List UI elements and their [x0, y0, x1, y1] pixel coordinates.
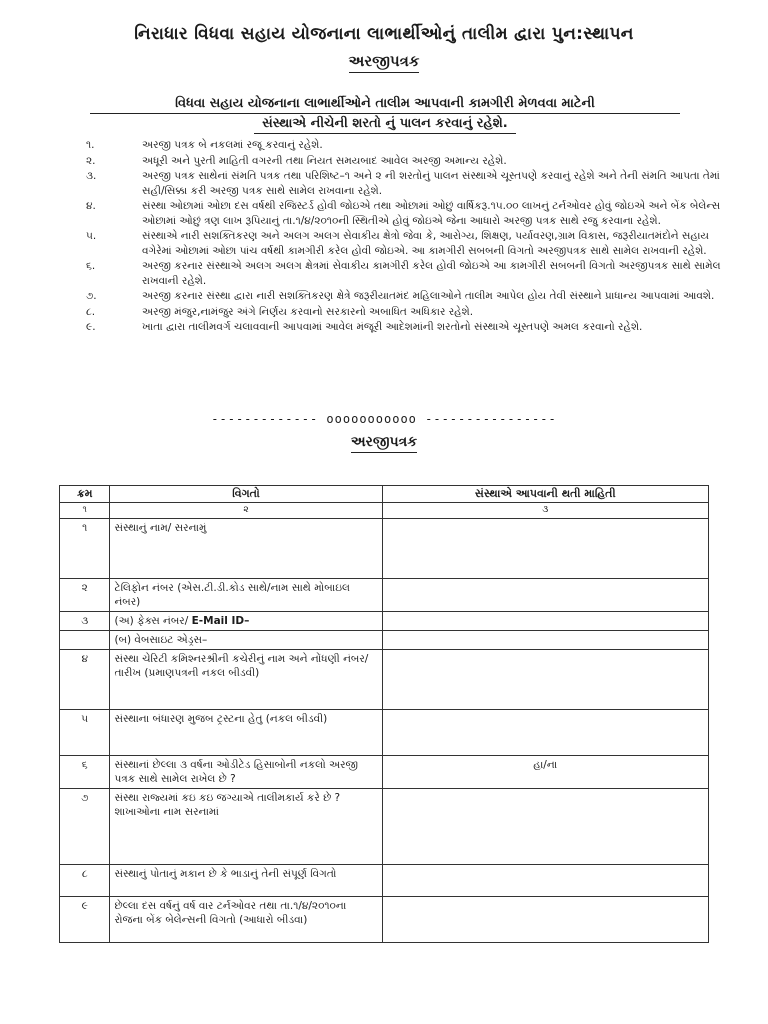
condition-item: ૩. અરજી પત્રક સાથેનાં સંમતિ પત્રક તથા પરિશિષ્ટ–૧ અને ૨ ની શરતોનું પાલન સંસ્થાએ ચૂસ્તપણે કરવાનું રહેશે અને તેની સંમતિ આપતા તેમાં સહી/સિક્કા કરી અરજી પત્રક સાથે સામેલ રાખવાના રહેશે.: [86, 170, 720, 197]
row-detail: (બ) વેબસાઇટ એડ્રસ–: [110, 631, 382, 650]
table-row: ૪ સંસ્થા ચેરિટી કમિશ્નરશ્રીની કચેરીનું નામ અને નોંધણી નંબર/તારીખ (પ્રમાણપત્રની નકલ બીડવી): [60, 650, 709, 710]
condition-item: ૯. ખાતા દ્વારા તાલીમવર્ગ ચલાવવાની આપવામાં આવેલ મંજૂરી આદેશમાંની શરતોનો સંસ્થાએ ચૂસ્તપણે અમલ કરવાનો રહેશે.: [86, 321, 643, 333]
table-row: ૯ છેલ્લા દસ વર્ષનું વર્ષ વાર ટર્નઓવર તથા તા.૧/૪/૨૦૧૦ના રોજના બેંક બેલેન્સની વિગતો (આધારો બીડવા): [60, 897, 709, 943]
condition-item: ૫. સંસ્થાએ નારી સશક્તિકરણ અને અલગ અલગ સેવાકીય ક્ષેત્રો જેવા કે, આરોગ્ય, શિક્ષણ, પર્યાવરણ,ગ્રામ વિકાસ, જરૂરીયાતમંદોને સહાય વગેરેમાં ઓછામાં ઓછા પાંચ વર્ષથી કામગીરી કરેલ હોવી જોઇએ. આ કામગીરી સબબની વિગતો અરજીપત્રક સાથે સામેલ રાખવાની રહેશે.: [86, 230, 710, 257]
condition-item: ૮. અરજી મંજુર,નામંજુર અંગે નિર્ણય કરવાનો સરકારનો અબાધિત અધિકાર રહેશે.: [86, 305, 474, 318]
row-detail: સંસ્થાના બંધારણ મુજબ ટ્રસ્ટના હેતુ (નકલ બીડવી): [110, 710, 382, 756]
row-answer-cell[interactable]: [382, 612, 708, 631]
row-answer-cell[interactable]: [382, 631, 708, 650]
condition-item: ૬. અરજી કરનાર સંસ્થાએ અલગ અલગ ક્ષેત્રમાં સેવાકીય કામગીરી કરેલ હોવી જોઇએ આ કામગીરી સબબની વિગતો અરજીપત્રક સાથે સામેલ રાખવાની રહેશે.: [86, 260, 721, 287]
row-detail: સંસ્થાનું નામ/ સરનામું: [110, 519, 382, 579]
table-row: [60, 631, 709, 650]
application-form-table: [59, 485, 709, 943]
section-separator: ------------- ooooooooooo ----------------: [211, 412, 557, 426]
table-row: ૮ સંસ્થાનું પોતાનું મકાન છે કે ભાડાનું તેની સંપૂર્ણ વિગતો: [60, 865, 709, 897]
table-row: ૬ સંસ્થાનાં છેલ્લા ૩ વર્ષના ઓડીટેડ હિસાબોની નકલો અરજી પત્રક સાથે સામેલ રાખેલ છે ? હા/ના: [60, 756, 709, 789]
table-row: ૧ સંસ્થાનું નામ/ સરનામું: [60, 519, 709, 579]
document-subtitle: અરજીપત્રક: [0, 52, 768, 70]
row-answer-cell[interactable]: [382, 579, 708, 612]
document-title: નિરાધાર વિધવા સહાય યોજનાના લાભાર્થીઓનું તાલીમ દ્વારા પુન:સ્થાપન: [134, 24, 634, 44]
column-header-details: વિગતો: [110, 486, 382, 503]
row-detail: સંસ્થાનાં છેલ્લા ૩ વર્ષના ઓડીટેડ હિસાબોની નકલો અરજી પત્રક સાથે સામેલ રાખેલ છે ?: [110, 756, 382, 789]
row-answer-cell[interactable]: [382, 865, 708, 897]
conditions-heading-line2: સંસ્થાએ નીચેની શરતો નું પાલન કરવાનું રહેશે.: [254, 114, 515, 134]
condition-item: ૪. સંસ્થા ઓછામાં ઓછા દસ વર્ષથી રજિસ્ટર્ડ હોવી જોઇએ તથા ઓછામાં ઓછું વાર્ષિકરૂ.૧૫.૦૦ લાખનું ટર્નઓવર હોવું જોઇએ અને બેંક બેલેન્સ ઓછામાં ઓછું ત્રણ લાખ રૂપિયાનું તા.૧/૪/૨૦૧૦ની સ્થિતીએ હોવું જોઇએ જેના આધારો અરજી પત્રક સાથે રજુ કરવાના રહેશે.: [86, 200, 721, 227]
row-answer-cell[interactable]: [382, 519, 708, 579]
table-row: ૫ સંસ્થાના બંધારણ મુજબ ટ્રસ્ટના હેતુ (નકલ બીડવી): [60, 710, 709, 756]
conditions-list: [86, 138, 726, 336]
conditions-heading: [90, 94, 680, 134]
table-header-row: [60, 486, 709, 503]
row-detail: સંસ્થાનું પોતાનું મકાન છે કે ભાડાનું તેની સંપૂર્ણ વિગતો: [110, 865, 382, 897]
row-detail: (અ) ફેક્સ નંબર/ E-Mail ID–: [110, 612, 382, 631]
column-header-information: સંસ્થાએ આપવાની થતી માહિતી: [382, 486, 708, 503]
row-answer-cell[interactable]: [382, 710, 708, 756]
column-header-serial: ક્રમ: [60, 486, 110, 503]
conditions-heading-line1: વિધવા સહાય યોજનાના લાભાર્થીઓને તાલીમ આપવાની કામગીરી મેળવવા માટેની: [90, 94, 680, 114]
row-detail: ટેલિફોન નંબર (એસ.ટી.ડી.કોડ સાથે/નામ સાથે મોબાઇલ નંબર): [110, 579, 382, 612]
row-answer-cell[interactable]: હા/ના: [382, 756, 708, 789]
table-row: ૭ સંસ્થા રાજ્યમાં કઇ કઇ જગ્યાએ તાલીમકાર્ય કરે છે ? શાખાઓના નામ સરનામાં: [60, 789, 709, 865]
row-detail: સંસ્થા ચેરિટી કમિશ્નરશ્રીની કચેરીનું નામ અને નોંધણી નંબર/તારીખ (પ્રમાણપત્રની નકલ બીડવી): [110, 650, 382, 710]
row-answer-cell[interactable]: [382, 789, 708, 865]
row-answer-cell[interactable]: [382, 897, 708, 943]
column-number-row: ૧ ૨ ૩: [60, 503, 709, 519]
table-row: ૩ (અ) ફેક્સ નંબર/ E-Mail ID–: [60, 612, 709, 631]
row-detail: છેલ્લા દસ વર્ષનું વર્ષ વાર ટર્નઓવર તથા તા.૧/૪/૨૦૧૦ના રોજના બેંક બેલેન્સની વિગતો (આધારો બીડવા): [110, 897, 382, 943]
row-detail: સંસ્થા રાજ્યમાં કઇ કઇ જગ્યાએ તાલીમકાર્ય કરે છે ? શાખાઓના નામ સરનામાં: [110, 789, 382, 865]
condition-item: ૧. અરજી પત્રક બે નકલમાં રજૂ કરવાનું રહેશે.: [86, 139, 323, 151]
form-heading: અરજીપત્રક: [0, 434, 768, 450]
table-row: ૨ ટેલિફોન નંબર (એસ.ટી.ડી.કોડ સાથે/નામ સાથે મોબાઇલ નંબર): [60, 579, 709, 612]
condition-item: ૭. અરજી કરનાર સંસ્થા દ્વારા નારી સશક્તિકરણ ક્ષેત્રે જરૂરીયાતમંદ મહિલાઓને તાલીમ આપેલ હોય તેવી સંસ્થાને પ્રાધાન્ય આપવામાં આવશે.: [86, 290, 715, 302]
condition-item: ૨. અધૂરી અને પુરતી માહિતી વગરની તથા નિયત સમયબાદ આવેલ અરજી અમાન્ય રહેશે.: [86, 154, 507, 167]
row-answer-cell[interactable]: [382, 650, 708, 710]
